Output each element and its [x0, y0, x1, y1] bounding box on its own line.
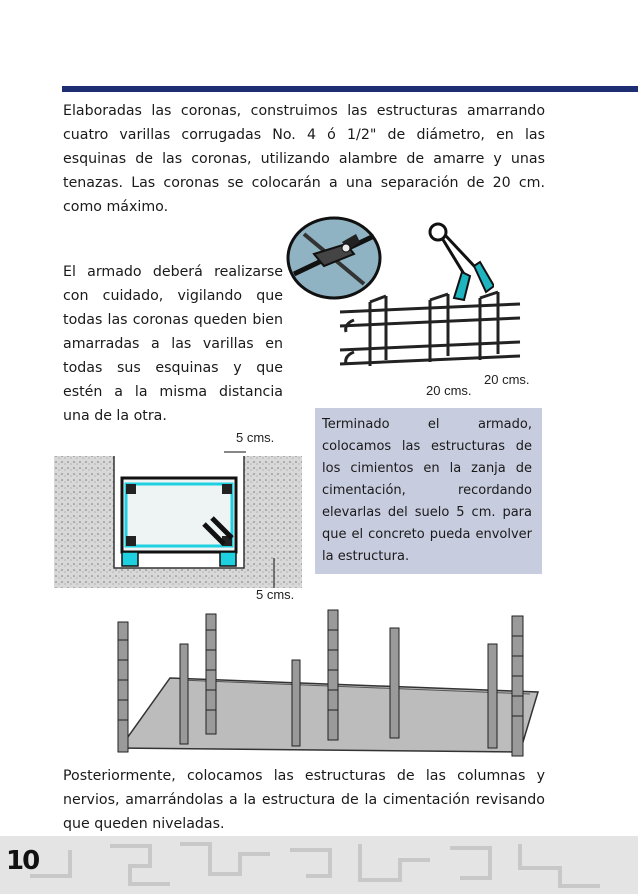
footer-pattern — [0, 836, 638, 894]
rebar-cage-illustration — [330, 282, 540, 382]
header-rule — [62, 86, 638, 92]
page-number: 10 — [6, 846, 39, 876]
armado-paragraph: El armado deberá realizarse con cuidado, vigilando que todas las coronas queden bien amarradas a las varillas en todas sus esquinas y que estén a la misma distancia una de la otra. — [63, 264, 283, 424]
spacing-label-a: 20 cms. — [484, 372, 530, 387]
side-gap-label: 5 cms. — [236, 430, 275, 445]
columns-foundation-illustration — [90, 600, 550, 760]
bottom-gap-label: 5 cms. — [256, 587, 295, 602]
note-paragraph: Terminado el armado, colocamos las estructuras de los cimientos en la zanja de cimentación, recordando elevarlas del suelo 5 cm. para que el concreto pueda envolver la estructura. — [322, 417, 532, 564]
intro-paragraph: Elaboradas las coronas, construimos las estructuras amarrando cuatro varillas corrugadas No. 4 ó 1/2" de diámetro, en las esquinas de las coronas, utilizando alambre de amarre y unas tenazas. Las coronas se colocarán a una separación de 20 cm. como máximo. — [63, 103, 545, 215]
footer-band — [0, 836, 638, 894]
final-paragraph: Posteriormente, colocamos las estructuras de las columnas y nervios, amarrándolas a la estructura de la cimentación revisando que queden niveladas. — [63, 768, 545, 832]
trench-section-illustration — [54, 448, 304, 588]
spacing-label-b: 20 cms. — [426, 383, 472, 398]
